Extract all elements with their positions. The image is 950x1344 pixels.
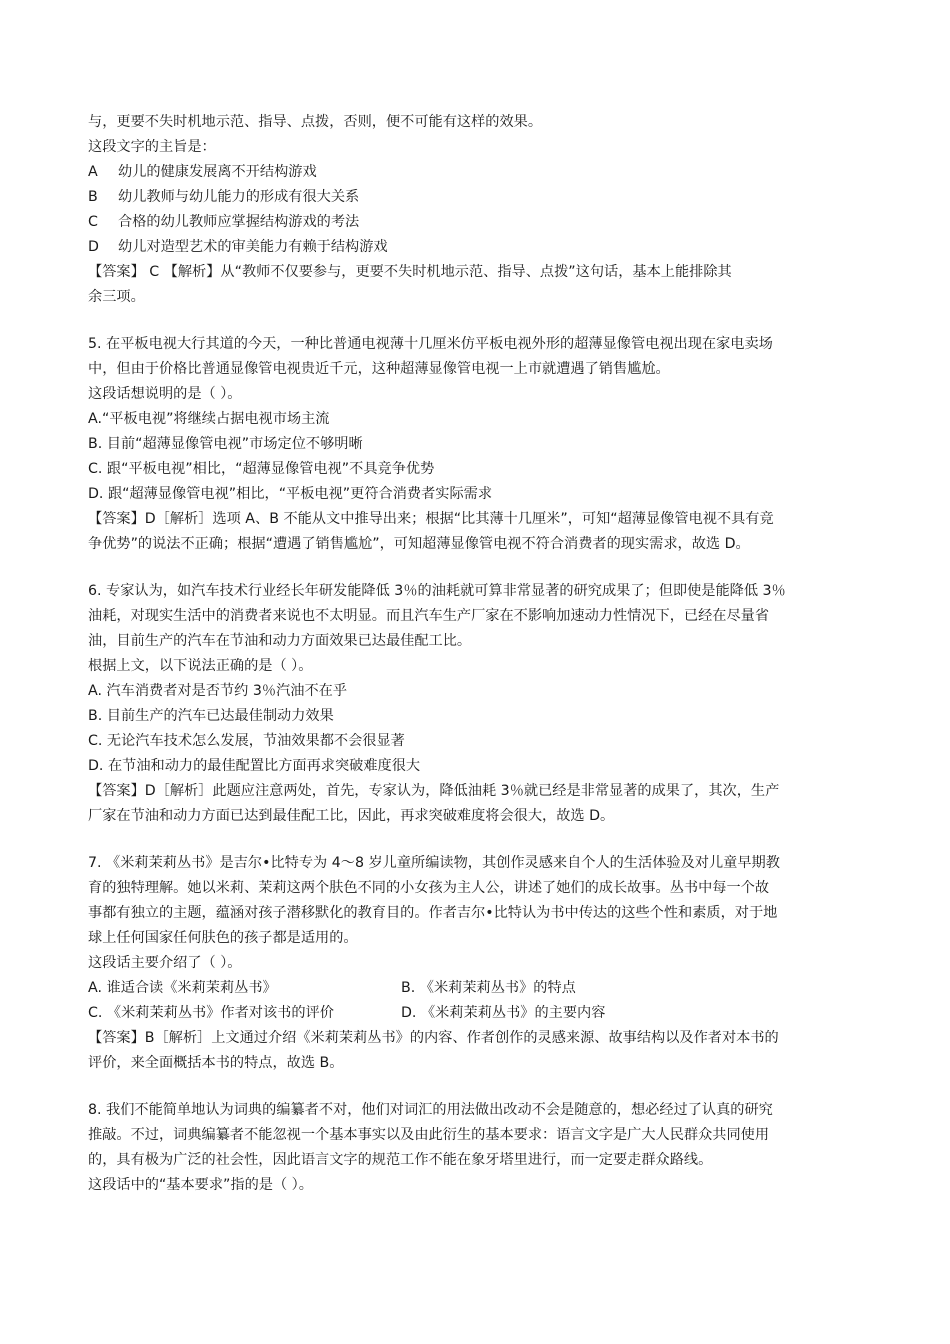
option-text: 幼儿对造型艺术的审美能力有赖于结构游戏	[118, 239, 388, 255]
q6-option-a: A. 汽车消费者对是否节约 3％汽油不在乎	[88, 683, 348, 699]
q8-passage-line: 8. 我们不能简单地认为词典的编纂者不对，他们对词汇的用法做出改动不会是随意的，想必经过了认真的研究	[88, 1102, 773, 1118]
q7-stem: 这段话主要介绍了（ ）。	[88, 955, 242, 971]
option-letter: B	[88, 189, 98, 205]
document-page	[88, 110, 903, 1198]
q7-options-row	[88, 1001, 903, 1026]
q5-option-b: B. 目前“超薄显像管电视”市场定位不够明晰	[88, 436, 363, 452]
q7-passage-line: 育的独特理解。她以米莉、茉莉这两个肤色不同的小女孩为主人公，讲述了她们的成长故事。丛书中每一个故	[88, 880, 770, 896]
q7-passage-line: 球上任何国家任何肤色的孩子都是适用的。	[88, 930, 358, 946]
q4-option-d	[88, 235, 903, 260]
option-letter: D	[88, 239, 99, 255]
paragraph-gap	[88, 557, 903, 579]
q4-option-a	[88, 160, 903, 185]
option-letter: A	[88, 164, 98, 180]
q6-stem: 根据上文，以下说法正确的是（ ）。	[88, 658, 313, 674]
q5-option-d: D. 跟“超薄显像管电视”相比，“平板电视”更符合消费者实际需求	[88, 486, 493, 502]
q4-option-b	[88, 185, 903, 210]
q5-option-c: C. 跟“平板电视”相比，“超薄显像管电视”不具竞争优势	[88, 461, 435, 477]
q4-answer-line: 【答案】 C 【解析】从“教师不仅要参与，更要不失时机地示范、指导、点拨”这句话，基本上能排除其	[88, 264, 732, 280]
q7-option-a: A. 谁适合读《米莉茉莉丛书》	[88, 980, 277, 996]
q5-option-a: A.“平板电视”将继续占据电视市场主流	[88, 411, 330, 427]
q5-stem: 这段话想说明的是（ ）。	[88, 386, 242, 402]
q6-option-c: C. 无论汽车技术怎么发展，节油效果都不会很显著	[88, 733, 405, 749]
q5-answer-line: 【答案】D［解析］选项 A、B 不能从文中推导出来；根据“比其薄十几厘米”，可知“超薄显像管电视不具有竞	[88, 511, 774, 527]
q6-answer-line: 厂家在节油和动力方面已达到最佳配工比，因此，再求突破难度将会很大，故选 D。	[88, 808, 615, 824]
option-text: 合格的幼儿教师应掌握结构游戏的考法	[118, 214, 360, 230]
q6-answer-line: 【答案】D［解析］此题应注意两处，首先，专家认为，降低油耗 3％就已经是非常显著的成果了，其次，生产	[88, 783, 780, 799]
q8-stem: 这段话中的“基本要求”指的是（ ）。	[88, 1177, 313, 1193]
q4-stem: 这段文字的主旨是：	[88, 139, 216, 155]
q7-answer-line: 【答案】B［解析］上文通过介绍《米莉茉莉丛书》的内容、作者创作的灵感来源、故事结构以及作者对本书的	[88, 1030, 779, 1046]
q6-option-d: D. 在节油和动力的最佳配置比方面再求突破难度很大	[88, 758, 421, 774]
q4-answer-line: 余三项。	[88, 289, 145, 305]
q4-passage-line: 与，更要不失时机地示范、指导、点拨，否则，便不可能有这样的效果。	[88, 114, 543, 130]
q6-passage-line: 6. 专家认为，如汽车技术行业经长年研发能降低 3％的油耗就可算非常显著的研究成果了；但即使是能降低 3％	[88, 583, 786, 599]
q8-passage-line: 的，具有极为广泛的社会性，因此语言文字的规范工作不能在象牙塔里进行，而一定要走群众路线。	[88, 1152, 713, 1168]
q7-passage-line: 7. 《米莉茉莉丛书》是吉尔•比特专为 4～8 岁儿童所编读物，其创作灵感来自个人的生活体验及对儿童早期教	[88, 855, 780, 871]
paragraph-gap	[88, 829, 903, 851]
option-text: 幼儿的健康发展离不开结构游戏	[118, 164, 317, 180]
option-letter: C	[88, 214, 98, 230]
paragraph-gap	[88, 1076, 903, 1098]
q7-option-d: D. 《米莉茉莉丛书》的主要内容	[401, 1005, 606, 1021]
option-text: 幼儿教师与幼儿能力的形成有很大关系	[118, 189, 360, 205]
q5-passage-line: 5. 在平板电视大行其道的今天，一种比普通电视薄十几厘米仿平板电视外形的超薄显像管电视出现在家电卖场	[88, 336, 773, 352]
q6-passage-line: 油耗，对现实生活中的消费者来说也不太明显。而且汽车生产厂家在不影响加速动力性情况下，已经在尽量省	[88, 608, 770, 624]
q7-answer-line: 评价，来全面概括本书的特点，故选 B。	[88, 1055, 344, 1071]
q5-passage-line: 中，但由于价格比普通显像管电视贵近千元，这种超薄显像管电视一上市就遭遇了销售尴尬。	[88, 361, 670, 377]
q6-option-b: B. 目前生产的汽车已达最佳制动力效果	[88, 708, 334, 724]
q7-passage-line: 事都有独立的主题，蕴涵对孩子潜移默化的教育目的。作者吉尔•比特认为书中传达的这些个性和素质，对于地	[88, 905, 778, 921]
q6-passage-line: 油，目前生产的汽车在节油和动力方面效果已达最佳配工比。	[88, 633, 472, 649]
q7-option-c: C. 《米莉茉莉丛书》作者对该书的评价	[88, 1005, 334, 1021]
q8-passage-line: 推敲。不过，词典编纂者不能忽视一个基本事实以及由此衍生的基本要求：语言文字是广大人民群众共同使用	[88, 1127, 770, 1143]
q7-options-row	[88, 976, 903, 1001]
paragraph-gap	[88, 310, 903, 332]
q7-option-b: B. 《米莉茉莉丛书》的特点	[401, 980, 576, 996]
q4-option-c	[88, 210, 903, 235]
q5-answer-line: 争优势”的说法不正确；根据“遭遇了销售尴尬”，可知超薄显像管电视不符合消费者的现实需求，故选 D。	[88, 536, 750, 552]
